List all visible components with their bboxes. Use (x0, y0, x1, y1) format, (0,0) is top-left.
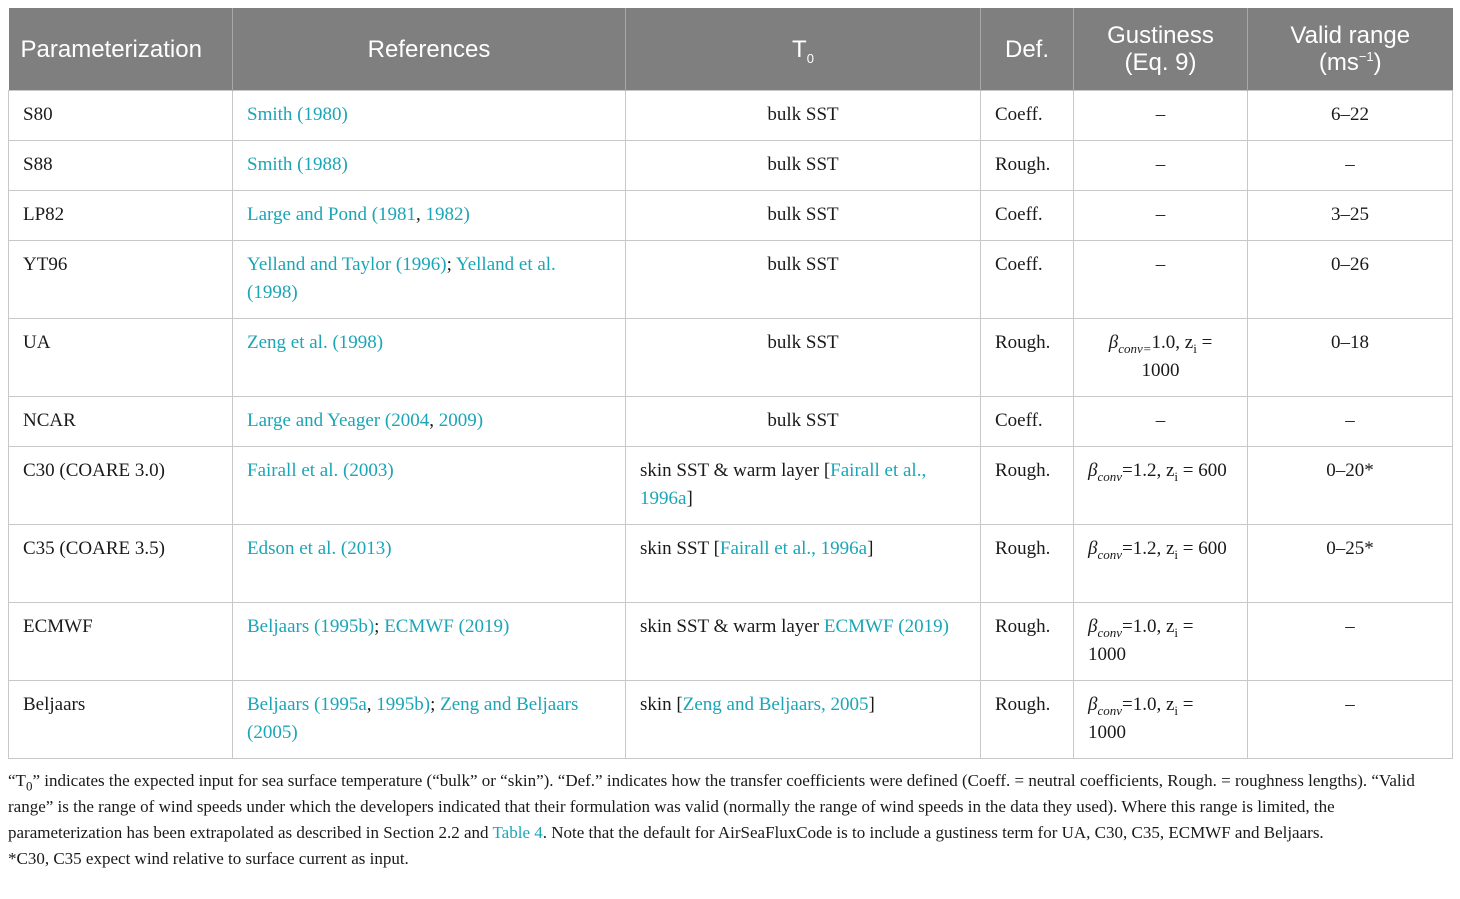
cell-def: Rough. (981, 525, 1074, 603)
cell-valid-range: 0–18 (1248, 319, 1453, 397)
cell-references: Beljaars (1995a, 1995b); Zeng and Beljaars (2005) (233, 681, 626, 759)
cell-t0: bulk SST (626, 91, 981, 141)
cell-valid-range: 0–20* (1248, 447, 1453, 525)
cell-references: Large and Yeager (2004, 2009) (233, 397, 626, 447)
cell-valid-range: – (1248, 397, 1453, 447)
reference-link[interactable]: Beljaars (1995a (247, 694, 367, 715)
cell-valid-range: 0–26 (1248, 241, 1453, 319)
cell-def: Rough. (981, 141, 1074, 191)
cell-valid-range: 6–22 (1248, 91, 1453, 141)
reference-link[interactable]: Smith (1980) (247, 104, 348, 125)
cell-t0: bulk SST (626, 241, 981, 319)
cell-references: Beljaars (1995b); ECMWF (2019) (233, 603, 626, 681)
col-header-valid-range: Valid range $(ms^{-1})$ (1248, 8, 1453, 91)
col-header-t0: $T_0$ (626, 8, 981, 91)
cell-def: Coeff. (981, 191, 1074, 241)
cell-t0: skin SST [Fairall et al., 1996a] (626, 525, 981, 603)
table-row (9, 91, 1453, 141)
cell-def: Coeff. (981, 91, 1074, 141)
cell-parameterization: S88 (9, 141, 233, 191)
table-row (9, 241, 1453, 319)
reference-link[interactable]: 1982) (425, 204, 470, 225)
reference-link[interactable]: 2009) (438, 410, 484, 431)
reference-link[interactable]: Yelland et al. (1998) (247, 254, 556, 303)
table-row (9, 319, 1453, 397)
parameterization-table-container (8, 8, 1452, 759)
reference-link[interactable]: 1995b) (376, 694, 431, 715)
reference-link[interactable]: Zeng et al. (1998) (247, 332, 384, 353)
reference-link[interactable]: Large and Pond (1981 (247, 204, 417, 225)
cell-t0: skin SST & warm layer ECMWF (2019) (626, 603, 981, 681)
cell-gustiness: $\beta_{conv=}1.0$, $z_i = 1000$ (1074, 319, 1248, 397)
table-row (9, 191, 1453, 241)
cell-t0: bulk SST (626, 397, 981, 447)
cell-parameterization: YT96 (9, 241, 233, 319)
cell-def: Rough. (981, 681, 1074, 759)
cell-gustiness: – (1074, 141, 1248, 191)
cell-gustiness: $\beta_{conv}=1.2$, $z_i = 600$ (1074, 447, 1248, 525)
cell-gustiness: – (1074, 191, 1248, 241)
cell-parameterization: C35 (COARE 3.5) (9, 525, 233, 603)
cell-valid-range: 0–25* (1248, 525, 1453, 603)
cell-def: Coeff. (981, 397, 1074, 447)
reference-link[interactable]: Fairall et al. (2003) (247, 460, 394, 481)
reference-link[interactable]: Large and Yeager (2004 (247, 410, 430, 431)
cell-parameterization: UA (9, 319, 233, 397)
table-row (9, 141, 1453, 191)
col-header-parameterization: Parameterization (9, 8, 233, 91)
col-header-gustiness: Gustiness (Eq. 9) (1074, 8, 1248, 91)
reference-link[interactable]: Yelland and Taylor (1996) (247, 254, 447, 275)
reference-link[interactable]: Zeng and Beljaars (2005) (247, 694, 579, 743)
reference-link[interactable]: Beljaars (1995b) (247, 616, 375, 637)
cell-t0: bulk SST (626, 319, 981, 397)
cell-references (233, 447, 626, 525)
reference-link[interactable]: Fairall et al., 1996a (719, 538, 868, 559)
reference-link[interactable]: ECMWF (2019) (823, 616, 949, 637)
col-header-references: References (233, 8, 626, 91)
cell-references (233, 525, 626, 603)
reference-link[interactable]: Fairall et al., 1996a (640, 460, 927, 509)
cell-parameterization: S80 (9, 91, 233, 141)
cell-valid-range: – (1248, 603, 1453, 681)
reference-link[interactable]: Edson et al. (2013) (247, 538, 392, 559)
cell-t0: skin [Zeng and Beljaars, 2005] (626, 681, 981, 759)
cell-parameterization: ECMWF (9, 603, 233, 681)
cell-gustiness: – (1074, 397, 1248, 447)
cell-gustiness: – (1074, 241, 1248, 319)
col-header-def: Def. (981, 8, 1074, 91)
table-row (9, 397, 1453, 447)
footnote-definitions: “$T_0$” indicates the expected input for sea surface temperature (“bulk” or “skin”). “Def.” indicates how the transfer coefficients were defined (Coeff. = neutral coefficients, Rough. = roughness lengths). “Valid range” is the range of wind speeds under which the developers indicated that their formulation was valid (normally the range of wind speeds in the data they used). Where this range is limited, the parameterization has been extrapolated as described in Section 2.2 and Table 4. Note that the default for AirSeaFluxCode is to include a gustiness term for UA, C30, C35, ECMWF and Beljaars. (8, 771, 1415, 842)
cell-t0: bulk SST (626, 191, 981, 241)
cell-parameterization: C30 (COARE 3.0) (9, 447, 233, 525)
table-footnotes (8, 768, 1452, 872)
cell-def: Rough. (981, 447, 1074, 525)
footnote-asterisk: *C30, C35 expect wind relative to surface current as input. (8, 849, 409, 868)
cell-parameterization: Beljaars (9, 681, 233, 759)
cell-def: Rough. (981, 603, 1074, 681)
cell-t0: skin SST & warm layer [Fairall et al., 1996a] (626, 447, 981, 525)
cell-gustiness: $\beta_{conv}=1.0$, $z_i = 1000$ (1074, 681, 1248, 759)
reference-link[interactable]: Zeng and Beljaars, 2005 (682, 694, 869, 715)
table-4-link[interactable]: Table 4 (492, 823, 543, 842)
table-row (9, 681, 1453, 759)
cell-references: Large and Pond (1981, 1982) (233, 191, 626, 241)
cell-references (233, 319, 626, 397)
cell-valid-range: – (1248, 141, 1453, 191)
table-row (9, 525, 1453, 603)
cell-valid-range: 3–25 (1248, 191, 1453, 241)
cell-references: Yelland and Taylor (1996); Yelland et al. (1998) (233, 241, 626, 319)
cell-valid-range: – (1248, 681, 1453, 759)
cell-parameterization: LP82 (9, 191, 233, 241)
table-row (9, 447, 1453, 525)
cell-references (233, 141, 626, 191)
table-header-row (9, 8, 1453, 91)
parameterization-table (8, 8, 1453, 759)
cell-gustiness: – (1074, 91, 1248, 141)
cell-parameterization: NCAR (9, 397, 233, 447)
cell-gustiness: $\beta_{conv}=1.0$, $z_i = 1000$ (1074, 603, 1248, 681)
table-row (9, 603, 1453, 681)
cell-def: Rough. (981, 319, 1074, 397)
cell-gustiness: $\beta_{conv}=1.2$, $z_i = 600$ (1074, 525, 1248, 603)
cell-t0: bulk SST (626, 141, 981, 191)
cell-references (233, 91, 626, 141)
cell-def: Coeff. (981, 241, 1074, 319)
reference-link[interactable]: ECMWF (2019) (384, 616, 510, 637)
reference-link[interactable]: Smith (1988) (247, 154, 348, 175)
